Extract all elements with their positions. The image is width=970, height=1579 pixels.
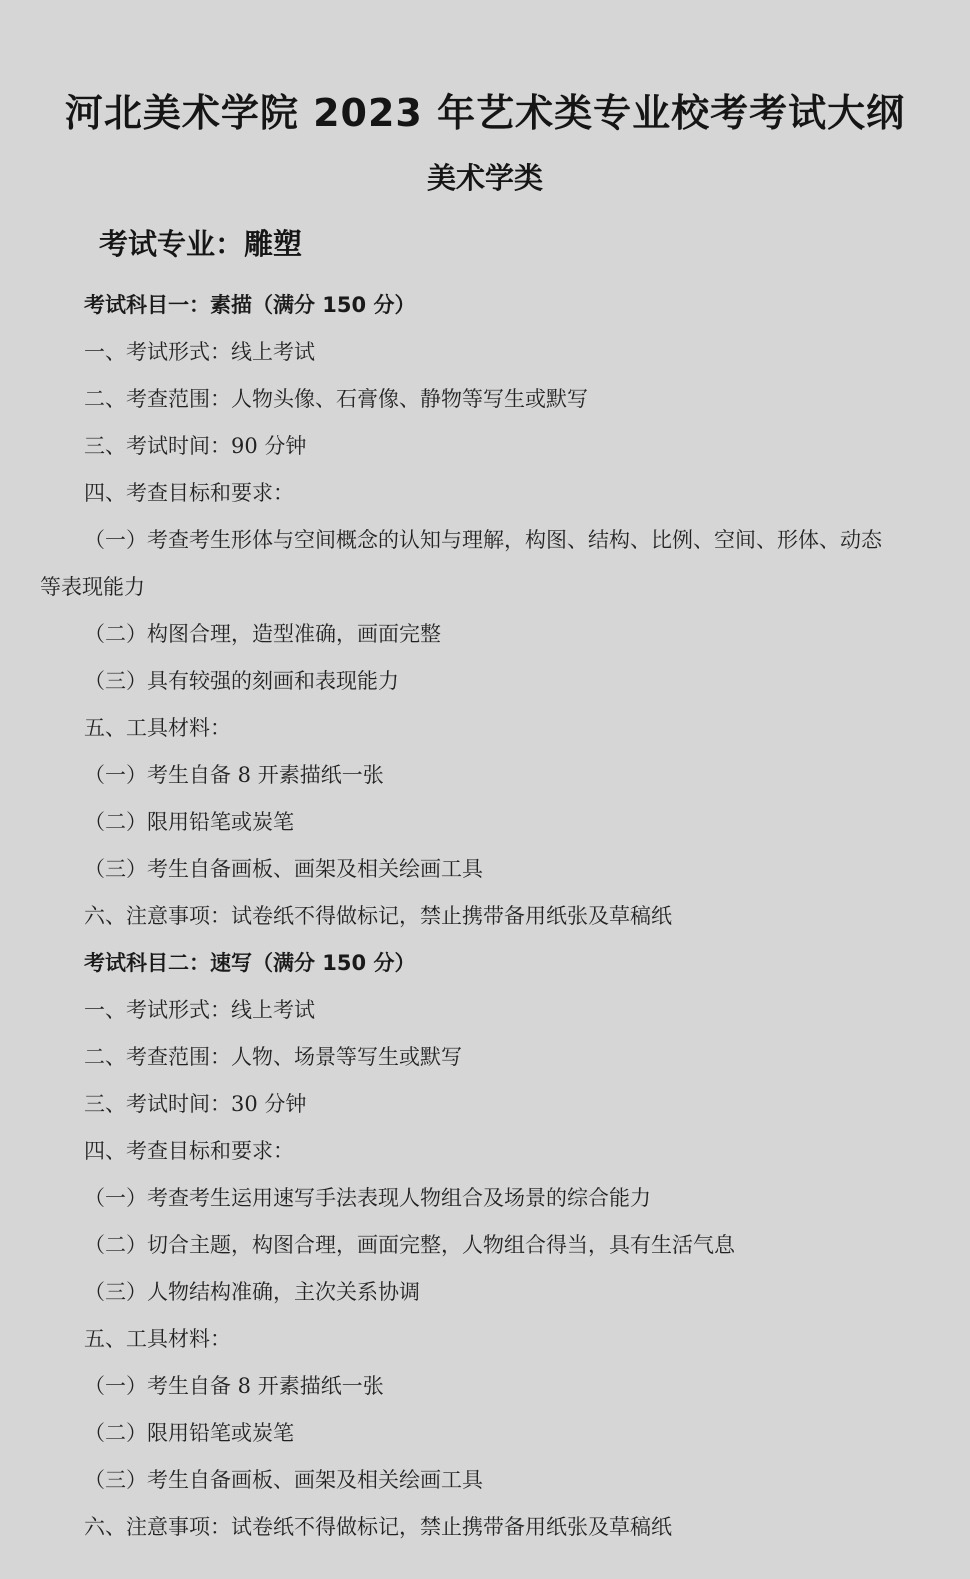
subject1-item: （二）构图合理，造型准确，画面完整 bbox=[84, 622, 441, 646]
subject1-item: 六、注意事项：试卷纸不得做标记，禁止携带备用纸张及草稿纸 bbox=[84, 904, 672, 928]
subject2-item: 四、考查目标和要求： bbox=[84, 1139, 294, 1163]
document-subtitle: 美术学类 bbox=[426, 161, 543, 195]
subject1-item: 二、考查范围：人物头像、石膏像、静物等写生或默写 bbox=[84, 387, 588, 411]
subject2-item: （二）限用铅笔或炭笔 bbox=[84, 1421, 294, 1445]
subject2-item: （一）考查考生运用速写手法表现人物组合及场景的综合能力 bbox=[84, 1186, 651, 1210]
subject1-item: （三）具有较强的刻画和表现能力 bbox=[84, 669, 399, 693]
subject1-item: （一）考查考生形体与空间概念的认知与理解，构图、结构、比例、空间、形体、动态 bbox=[84, 528, 882, 552]
subject2-item: 二、考查范围：人物、场景等写生或默写 bbox=[84, 1045, 462, 1069]
subject2-item: 六、注意事项：试卷纸不得做标记，禁止携带备用纸张及草稿纸 bbox=[84, 1515, 672, 1539]
subject1-item: 四、考查目标和要求： bbox=[84, 481, 294, 505]
subject2-item: 三、考试时间：30 分钟 bbox=[84, 1092, 307, 1116]
subject2-item: （三）考生自备画板、画架及相关绘画工具 bbox=[84, 1468, 483, 1492]
subject1-item: 三、考试时间：90 分钟 bbox=[84, 434, 307, 458]
subject1-item-wrap: 等表现能力 bbox=[40, 575, 145, 599]
exam-major: 考试专业：雕塑 bbox=[99, 227, 303, 261]
subject1-item: 五、工具材料： bbox=[84, 716, 231, 740]
subject2-item: （一）考生自备 8 开素描纸一张 bbox=[84, 1374, 384, 1398]
subject2-item: 五、工具材料： bbox=[84, 1327, 231, 1351]
subject1-heading: 考试科目一：素描（满分 150 分） bbox=[84, 293, 416, 317]
subject2-item: 一、考试形式：线上考试 bbox=[84, 998, 315, 1022]
subject1-item: （三）考生自备画板、画架及相关绘画工具 bbox=[84, 857, 483, 881]
subject1-item: 一、考试形式：线上考试 bbox=[84, 340, 315, 364]
subject1-item: （一）考生自备 8 开素描纸一张 bbox=[84, 763, 384, 787]
document-title: 河北美术学院 2023 年艺术类专业校考考试大纲 bbox=[64, 91, 906, 135]
subject2-item: （三）人物结构准确，主次关系协调 bbox=[84, 1280, 420, 1304]
subject1-item: （二）限用铅笔或炭笔 bbox=[84, 810, 294, 834]
subject2-item: （二）切合主题，构图合理，画面完整，人物组合得当，具有生活气息 bbox=[84, 1233, 735, 1257]
subject2-heading: 考试科目二：速写（满分 150 分） bbox=[84, 951, 416, 975]
